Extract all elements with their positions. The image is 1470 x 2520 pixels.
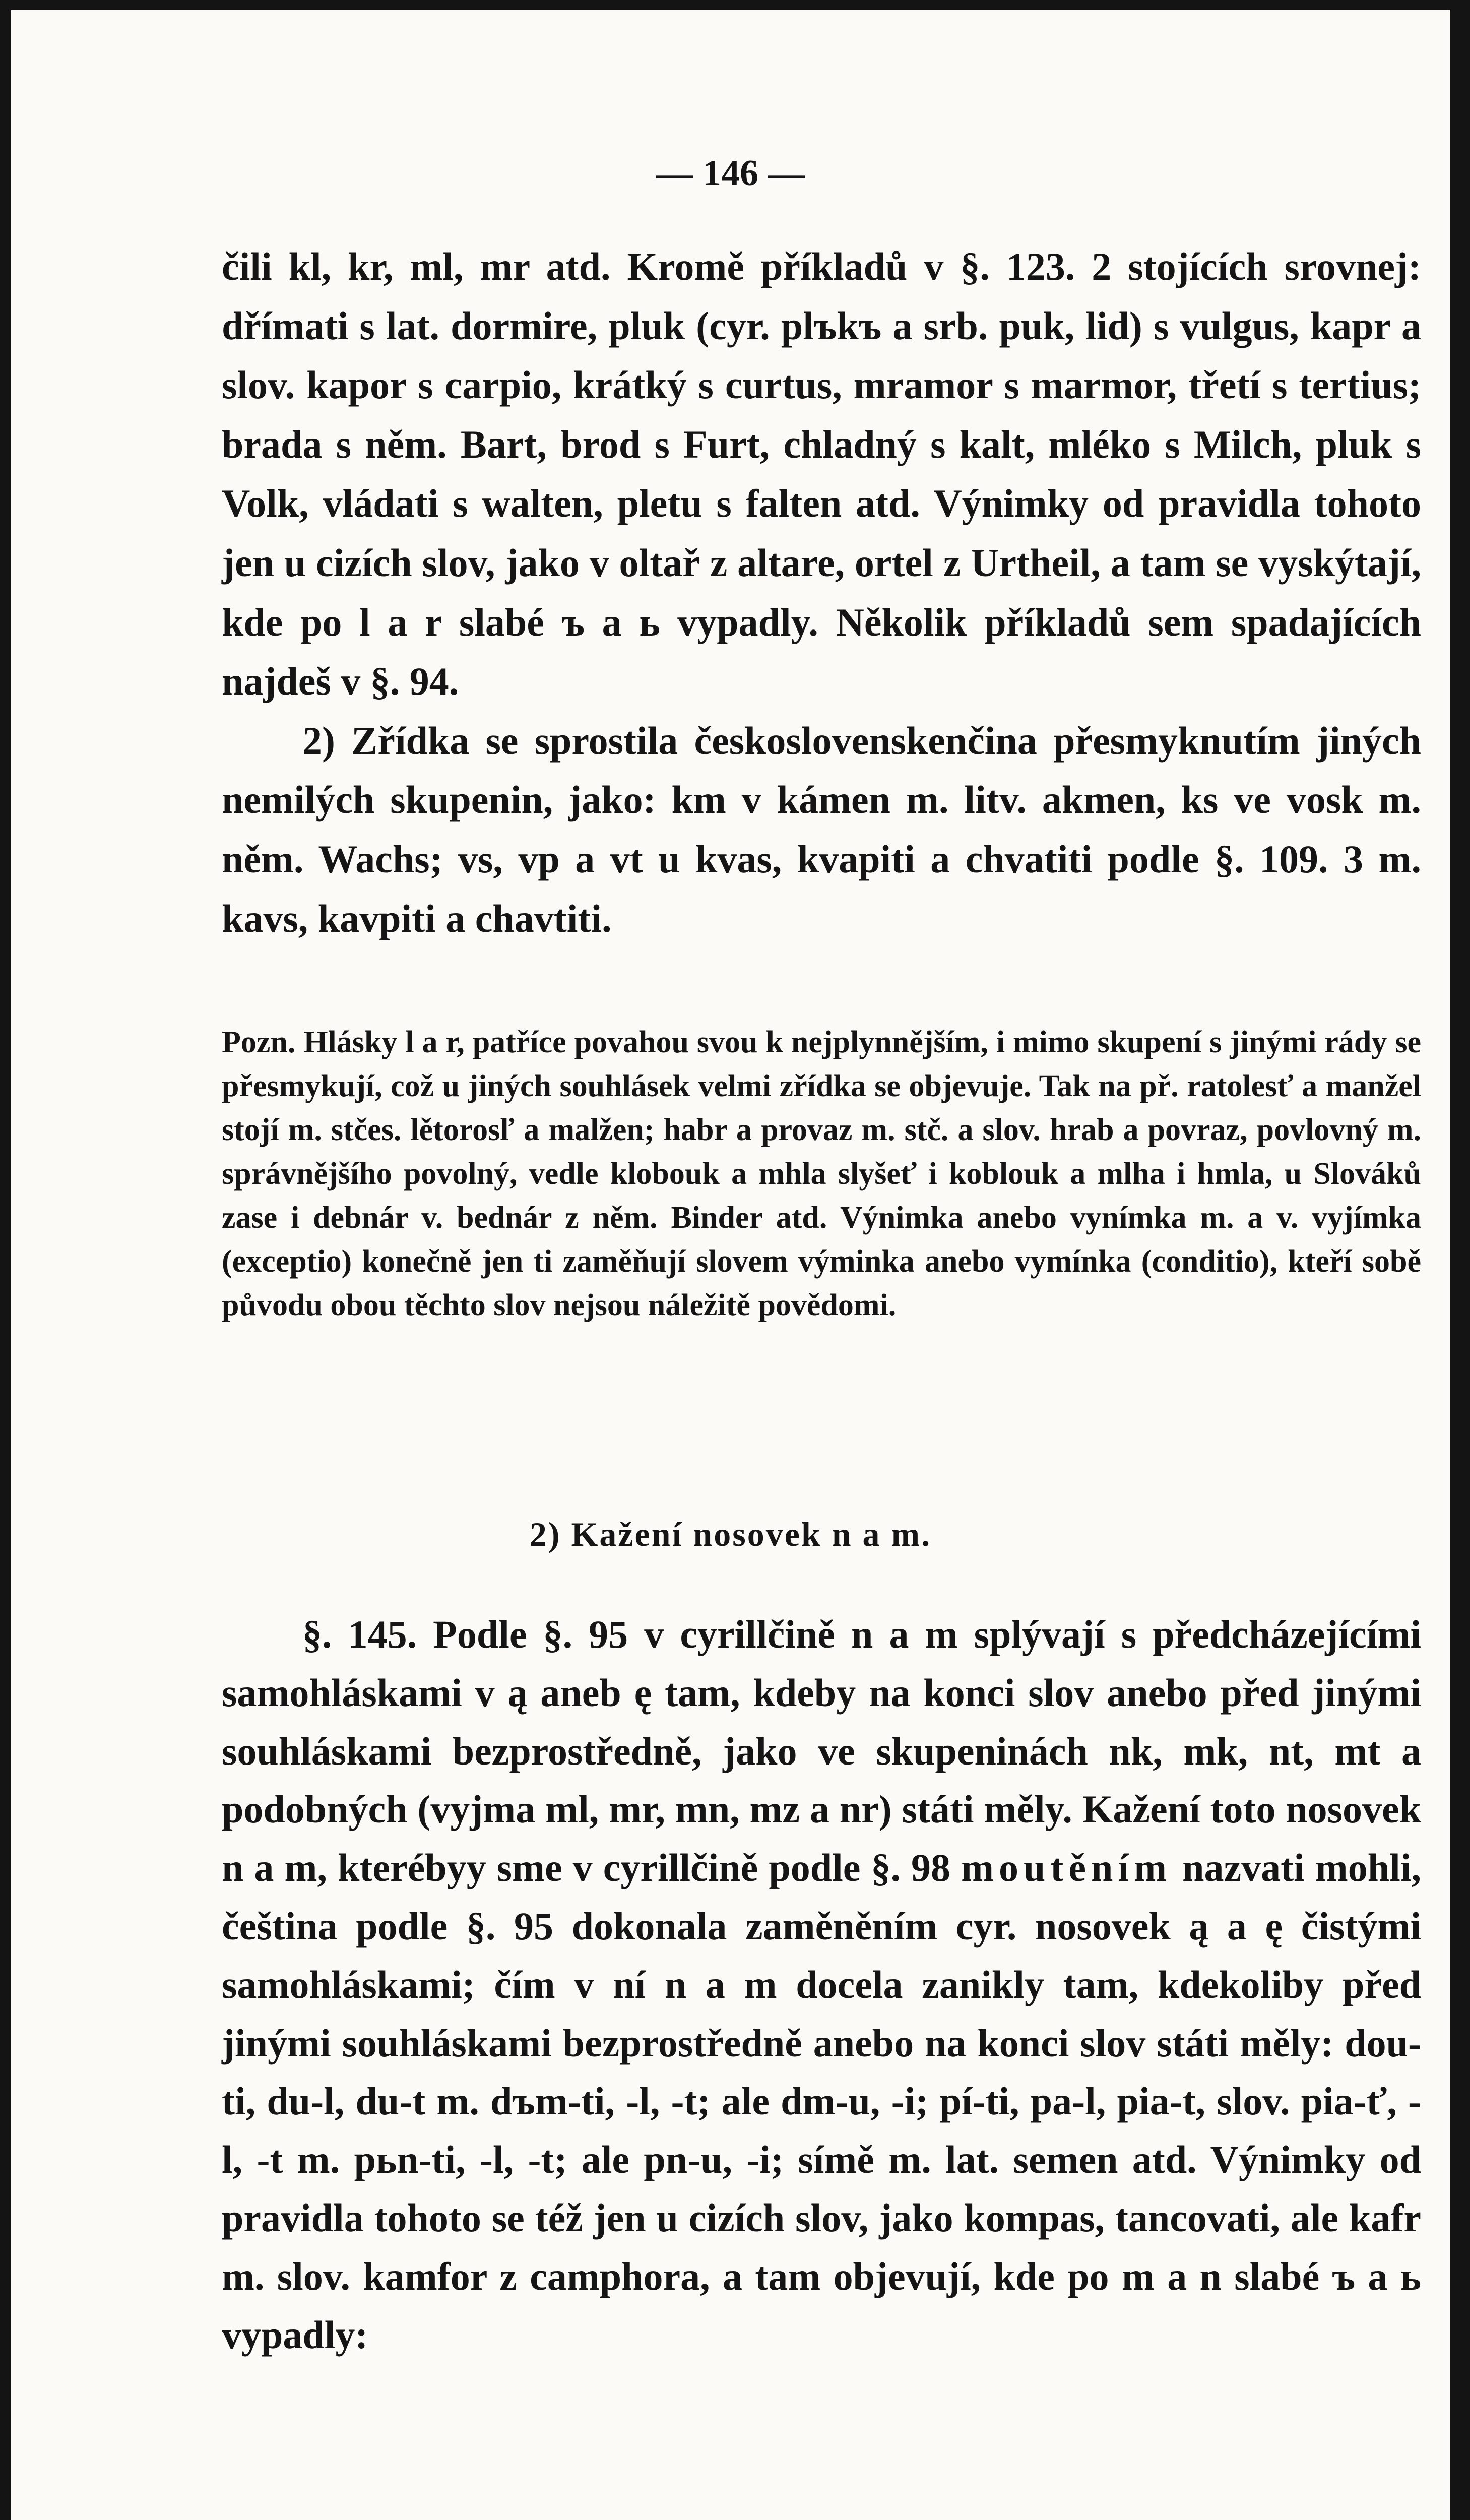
note-block (222, 1021, 1421, 1328)
paragraph-1: čili kl, kr, ml, mr atd. Kromě příkladů v §. 123. 2 stojících srovnej: dřímati s lat. dormire, pluk (cyr. plъkъ a srb. puk, lid) s vulgus, kapr a slov. kapor s carpio, krátký s curtus, mramor s marmor, třetí s tertius; brada s něm. Bart, brod s Furt, chladný s kalt, mléko s Milch, pluk s Volk, vládati s walten, pletu s falten atd. Výnimky od pravidla tohoto jen u cizích slov, jako v oltař z altare, ortel z Urtheil, a tam se vyskýtají, kde po l a r slabé ъ a ь vypadly. Několik příkladů sem spadajících najdeš v §. 94. (222, 244, 1421, 704)
book-page (11, 10, 1450, 2520)
section-text (222, 1605, 1421, 2364)
main-text (222, 237, 1421, 948)
paragraph-145 (222, 1605, 1421, 2364)
note-text: Hlásky l a r, patříce povahou svou k nejplynnějším, i mimo skupení s jinými rády se přesmykují, což u jiných souhlásek velmi zřídka se objevuje. Tak na př. ratolesť a manžel stojí m. stčes. lětorosľ a malžen; habr a provaz m. stč. a slov. hrab a povraz, povlovný m. správnějšího povolný, vedle klobouk a mhla slyšeť i koblouk a mlha i hmla, u Slováků zase i debnár v. bednár z něm. Binder atd. Výnimka anebo vynímka m. a v. vyjímka (exceptio) konečně jen ti zaměňují slovem výminka anebo vymínka (conditio), kteří sobě původu obou těchto slov nejsou náležitě povědomi. (222, 1025, 1422, 1322)
note-label: Pozn. (222, 1025, 296, 1059)
section-text-part-2: nazvati mohli, čeština podle §. 95 dokonala zaměněním cyr. nosovek ą a ę čistými samohláskami; čím v ní n a m docela zanikly tam, kdekoliby před jinými souhláskami bezprostředně anebo na konci slov státi měly: dou-ti, du-l, du-t m. dъm-ti, -l, -t; ale dm-u, -i; pí-ti, pa-l, pia-t, slov. pia-ť, -l, -t m. pьn-ti, -l, -t; ale pn-u, -i; símě m. lat. semen atd. Výnimky od pravidla tohoto se též jen u cizích slov, jako kompas, tancovati, ale kafr m. slov. kamfor z camphora, a tam objevují, kde po m a n slabé ъ a ь vypadly: (222, 1846, 1422, 2357)
paragraph-2: 2) Zřídka se sprostila československenčina přesmyknutím jiných nemilých skupenin, jako: km v kámen m. litv. akmen, ks ve vosk m. něm. Wachs; vs, vp a vt u kvas, kvapiti a chvatiti podle §. 109. 3 m. kavs, kavpiti a chavtiti. (222, 718, 1421, 940)
page-number: — 146 — (656, 153, 805, 194)
section-heading: 2) Kažení nosovek n a m. (529, 1515, 932, 1553)
section-text-part-1: §. 145. Podle §. 95 v cyrillčině n a m splývají s předcházejícími samohláskami v ą aneb ę tam, kdeby na konci slov anebo před jinými souhláskami bezprostředně, jako ve skupeninách nk, mk, nt, mt a podobných (vyjma ml, mr, mn, mz a nr) státi měly. Kažení toto nosovek n a m, kterébyy sme v cyrillčině podle §. 98 (222, 1612, 1421, 1890)
spaced-term: moutěním (961, 1846, 1172, 1890)
